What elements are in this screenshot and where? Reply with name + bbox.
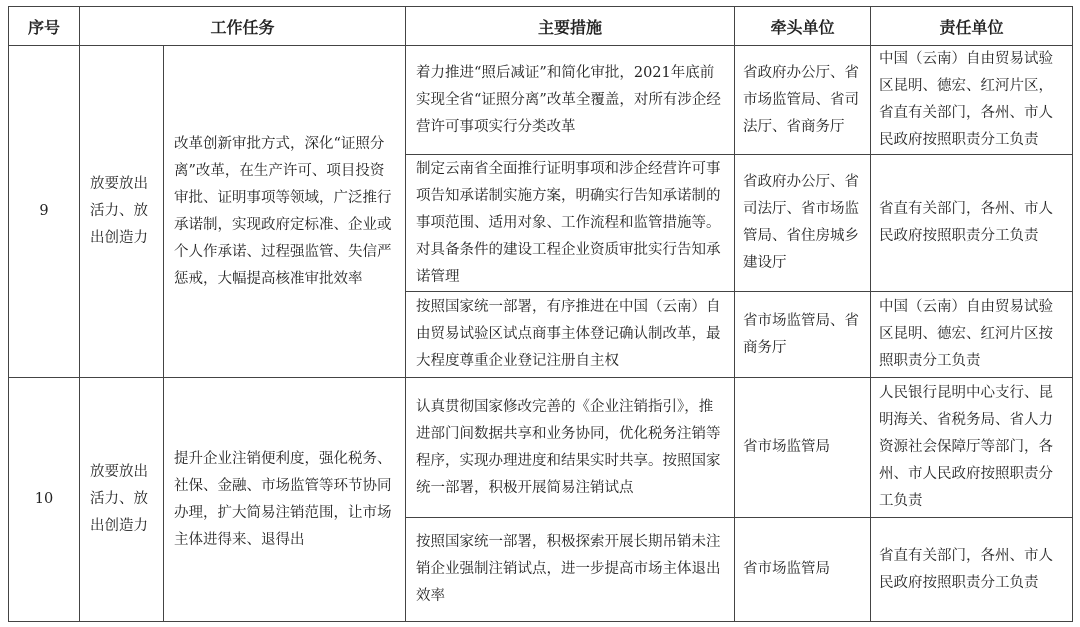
measure-cell: 认真贯彻国家修改完善的《企业注销指引》，推进部门间数据共享和业务协同，优化税务注销等程序，实现办理进度和结果实时共享。按照国家统一部署，积极开展简易注销试点 [406, 378, 735, 518]
row-number: 10 [9, 378, 80, 622]
table-row [9, 46, 1073, 155]
lead-unit-cell: 省市场监管局、省商务厅 [735, 292, 871, 378]
measure-cell: 制定云南省全面推行证明事项和涉企经营许可事项告知承诺制实施方案，明确实行告知承诺制的事项范围、适用对象、工作流程和监管措施等。对具备条件的建设工程企业资质审批实行告知承诺管理 [406, 155, 735, 292]
row-number: 9 [9, 46, 80, 378]
responsible-unit-cell: 中国（云南）自由贸易试验区昆明、德宏、红河片区按照职责分工负责 [871, 292, 1073, 378]
header-no: 序号 [9, 7, 80, 46]
row-task: 改革创新审批方式，深化“证照分离”改革，在生产许可、项目投资审批、证明事项等领域，广泛推行承诺制，实现政府定标准、企业或个人作承诺、过程强监管、失信严惩戒，大幅提高核准审批效率 [164, 46, 406, 378]
row-category: 放要放出活力、放出创造力 [80, 378, 164, 622]
responsible-unit-cell: 人民银行昆明中心支行、昆明海关、省税务局、省人力资源社会保障厅等部门，各州、市人民政府按照职责分工负责 [871, 378, 1073, 518]
lead-unit-cell: 省政府办公厅、省市场监管局、省司法厅、省商务厅 [735, 46, 871, 155]
measures-table [8, 6, 1073, 622]
table-row [9, 378, 1073, 518]
measure-cell: 按照国家统一部署，有序推进在中国（云南）自由贸易试验区试点商事主体登记确认制改革，最大程度尊重企业登记注册自主权 [406, 292, 735, 378]
responsible-unit-cell: 省直有关部门，各州、市人民政府按照职责分工负责 [871, 518, 1073, 622]
lead-unit-cell: 省市场监管局 [735, 518, 871, 622]
responsible-unit-cell: 省直有关部门，各州、市人民政府按照职责分工负责 [871, 155, 1073, 292]
lead-unit-cell: 省市场监管局 [735, 378, 871, 518]
header-lead-unit: 牵头单位 [735, 7, 871, 46]
header-task: 工作任务 [80, 7, 406, 46]
responsible-unit-cell: 中国（云南）自由贸易试验区昆明、德宏、红河片区，省直有关部门，各州、市人民政府按照职责分工负责 [871, 46, 1073, 155]
measure-cell: 着力推进“照后减证”和简化审批，2021年底前实现全省“证照分离”改革全覆盖，对所有涉企经营许可事项实行分类改革 [406, 46, 735, 155]
lead-unit-cell: 省政府办公厅、省司法厅、省市场监管局、省住房城乡建设厅 [735, 155, 871, 292]
measure-cell: 按照国家统一部署，积极探索开展长期吊销未注销企业强制注销试点，进一步提高市场主体退出效率 [406, 518, 735, 622]
header-row [9, 7, 1073, 46]
row-task: 提升企业注销便利度，强化税务、社保、金融、市场监管等环节协同办理，扩大简易注销范围，让市场主体进得来、退得出 [164, 378, 406, 622]
header-measures: 主要措施 [406, 7, 735, 46]
row-category: 放要放出活力、放出创造力 [80, 46, 164, 378]
header-responsible-unit: 责任单位 [871, 7, 1073, 46]
